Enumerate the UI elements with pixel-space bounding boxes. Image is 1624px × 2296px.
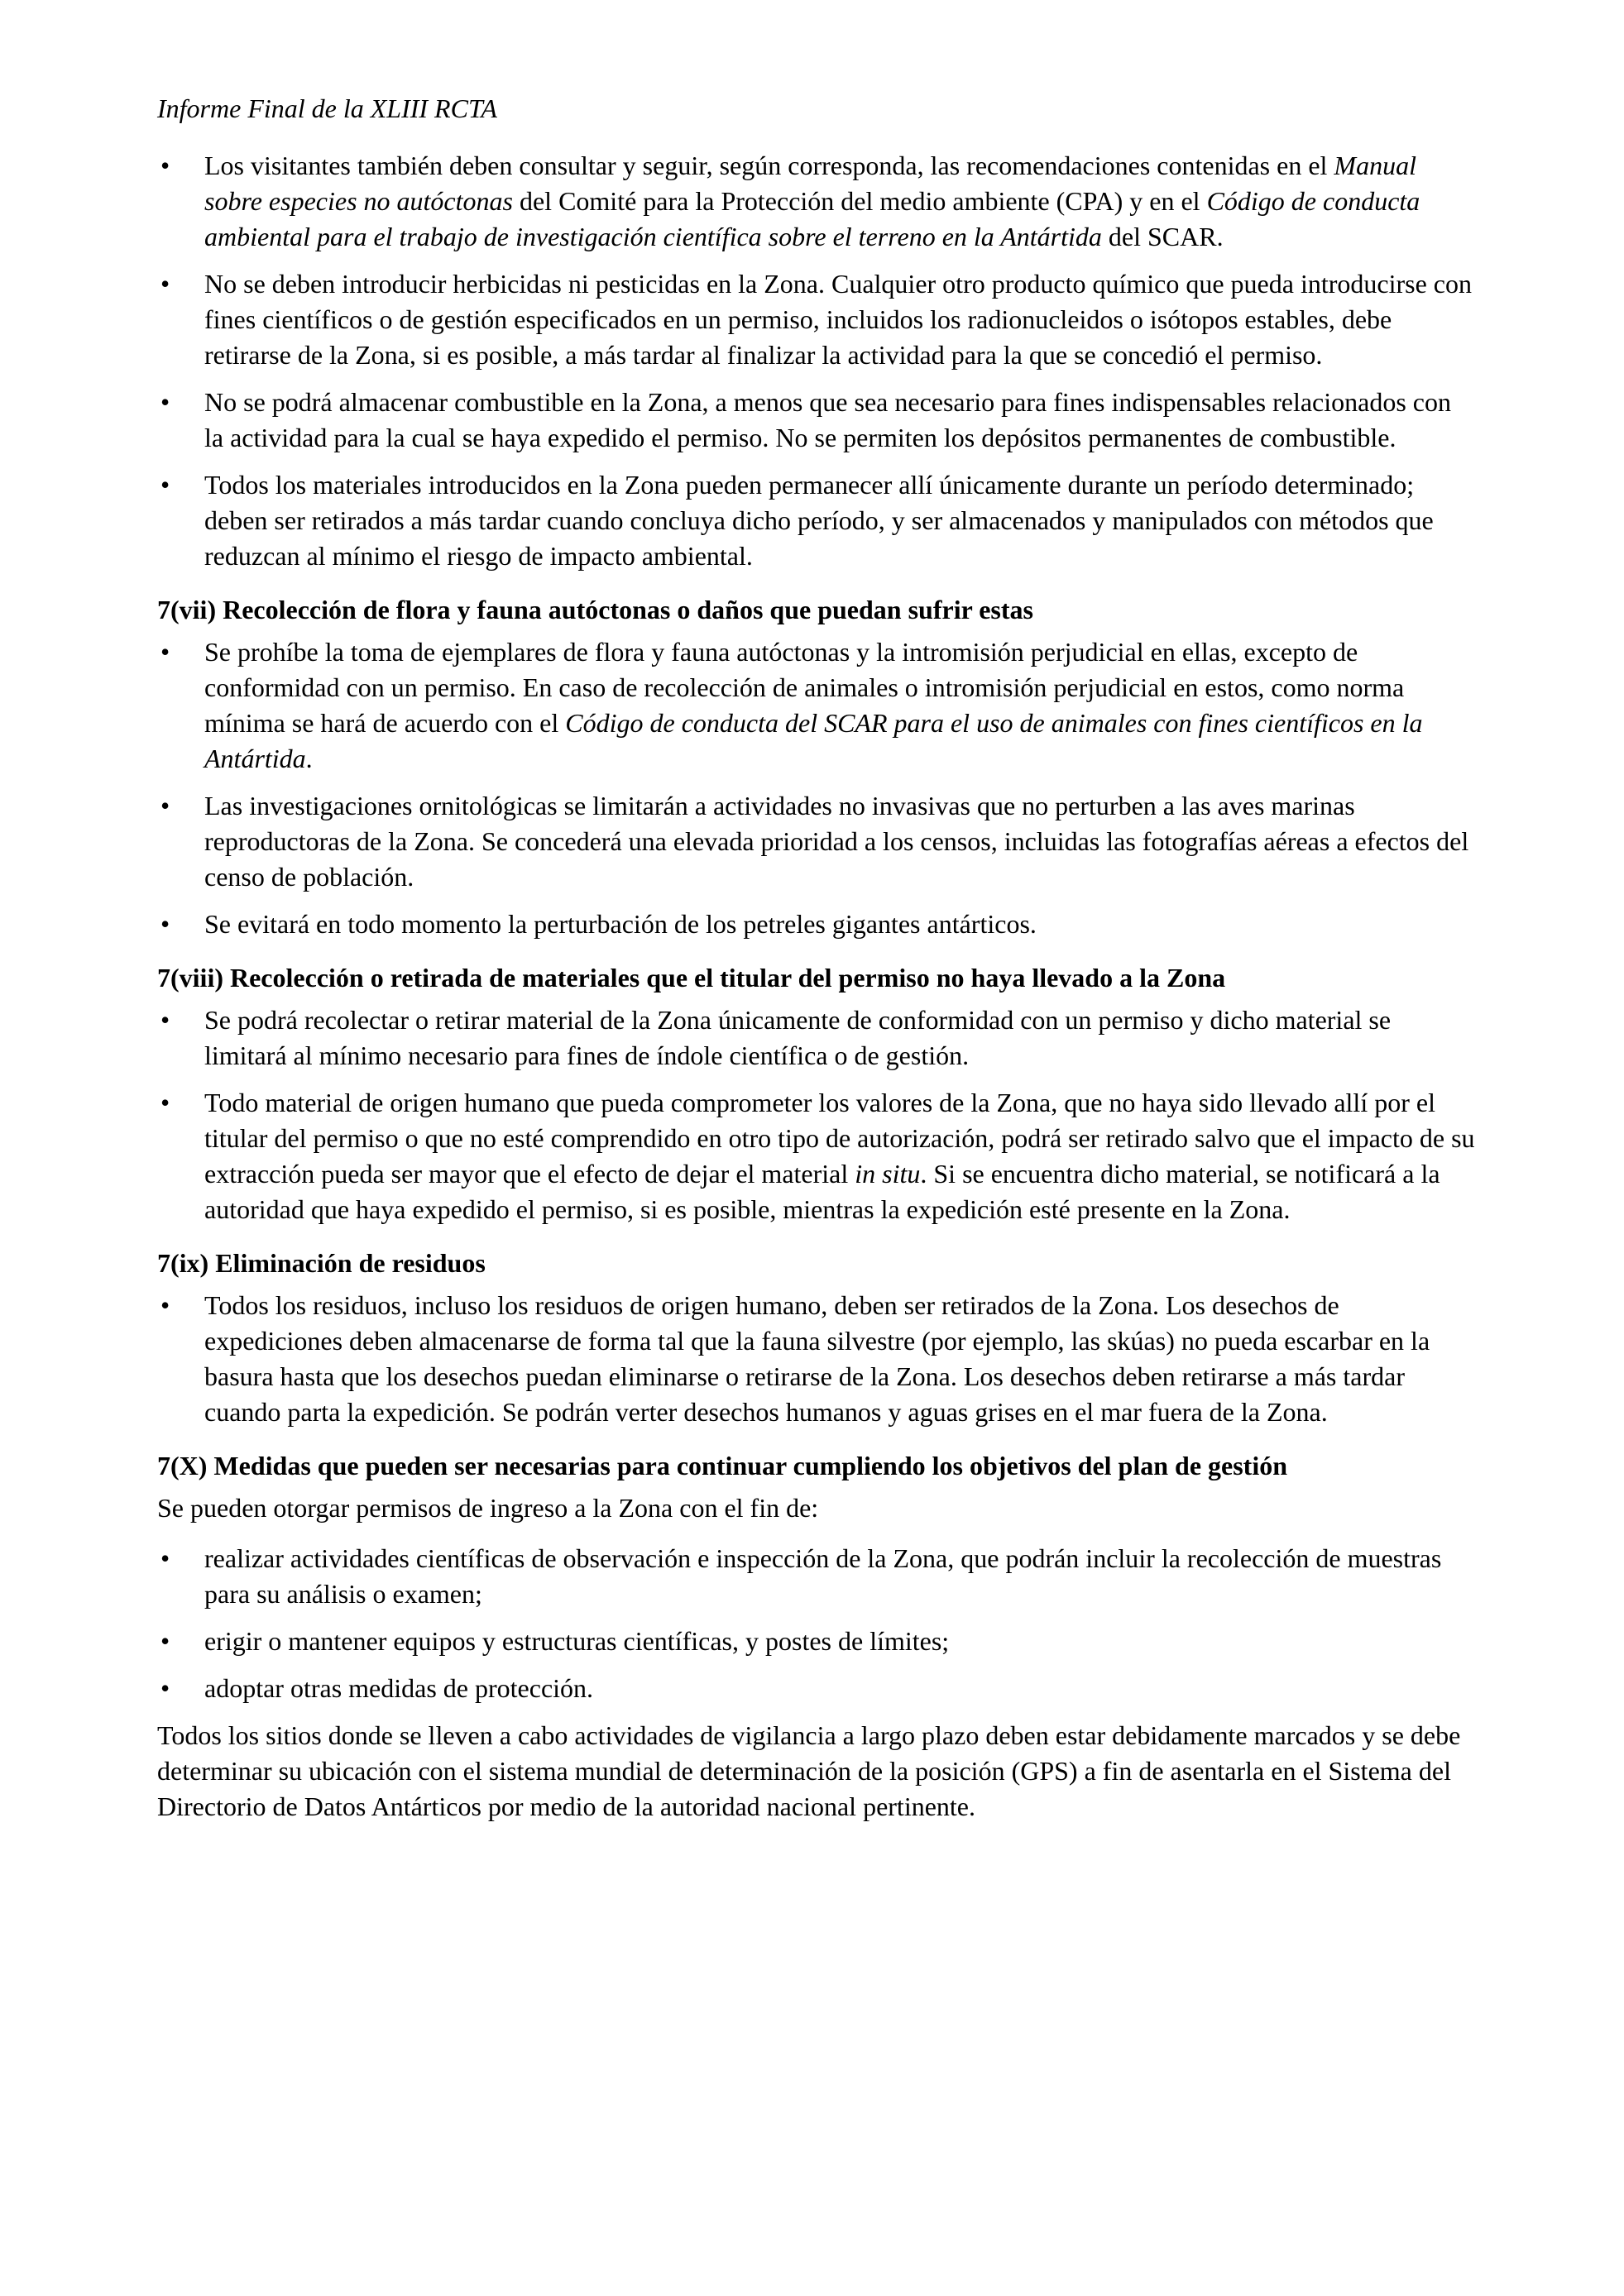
list-item (157, 1624, 1475, 1659)
text-run: No se podrá almacenar combustible en la Zona, a menos que sea necesario para fines indispensables relacionados con la actividad para la cual se haya expedido el permiso. No se permiten los depósitos permanentes de combustible. (204, 387, 1451, 452)
bullet-list (157, 1002, 1475, 1227)
list-item (157, 634, 1475, 777)
text-run: Se prohíbe la toma de ejemplares de flora y fauna autóctonas y la intromisión perjudicial en ellas, excepto de conformidad con un permiso. En caso de recolección de animales o intromisión perjudicial en estos, como norma mínima se hará de acuerdo con el (204, 637, 1405, 738)
text-run: adoptar otras medidas de protección. (204, 1673, 594, 1703)
section-heading-7x: 7(X) Medidas que pueden ser necesarias para continuar cumpliendo los objetivos del plan de gestión (157, 1451, 1288, 1480)
bullet-list (157, 1288, 1475, 1430)
text-run: Todo material de origen humano que pueda comprometer los valores de la Zona, que no haya sido llevado allí por el titular del permiso o que no esté comprendido en otro tipo de autorización, podrá ser retirado salvo que el impacto de su extracción pueda ser mayor que el efecto de dejar el material (204, 1088, 1475, 1189)
list-item (157, 1002, 1475, 1074)
text-run: No se deben introducir herbicidas ni pesticidas en la Zona. Cualquier otro producto químico que pueda introducirse con fines científicos o de gestión especificados en un permiso, incluidos los radionucleidos o isótopos estables, debe retirarse de la Zona, si es posible, a más tardar al finalizar la actividad para la que se concedió el permiso. (204, 269, 1472, 370)
bullet-list (157, 1541, 1475, 1706)
text-run: Los visitantes también deben consultar y seguir, según corresponda, las recomendaciones contenidas en el (204, 151, 1334, 180)
list-item (157, 788, 1475, 895)
text-run: del SCAR. (1101, 222, 1224, 251)
closing-paragraph: Todos los sitios donde se lleven a cabo actividades de vigilancia a largo plazo deben estar debidamente marcados y se debe determinar su ubicación con el sistema mundial de determinación de la posición (GPS) a fin de asentarla en el Sistema del Directorio de Datos Antárticos por medio de la autoridad nacional pertinente. (157, 1720, 1461, 1821)
italic-text: Código de conducta del SCAR para el uso de animales con fines científicos en la Antártida (204, 708, 1423, 773)
list-item (157, 1288, 1475, 1430)
italic-text: Manual sobre especies no autóctonas (204, 151, 1416, 216)
text-run: Se evitará en todo momento la perturbación de los petreles gigantes antárticos. (204, 909, 1037, 939)
list-item (157, 906, 1475, 942)
italic-text: Código de conducta ambiental para el trabajo de investigación científica sobre el terreno en la Antártida (204, 186, 1420, 251)
text-run: Las investigaciones ornitológicas se limitarán a actividades no invasivas que no perturben a las aves marinas reproductoras de la Zona. Se concederá una elevada prioridad a los censos, incluidas las fotografías aéreas a efectos del censo de población. (204, 791, 1469, 892)
text-run: . Si se encuentra dicho material, se notificará a la autoridad que haya expedido el permiso, si es posible, mientras la expedición esté presente en la Zona. (204, 1159, 1440, 1224)
text-run: Se podrá recolectar o retirar material de la Zona únicamente de conformidad con un permiso y dicho material se limitará al mínimo necesario para fines de índole científica o de gestión. (204, 1005, 1392, 1070)
text-run: Todos los materiales introducidos en la Zona pueden permanecer allí únicamente durante un período determinado; deben ser retirados a más tardar cuando concluya dicho período, y ser almacenados y manipulados con métodos que reduzcan al mínimo el riesgo de impacto ambiental. (204, 470, 1434, 571)
text-run: Todos los residuos, incluso los residuos de origen humano, deben ser retirados de la Zona. Los desechos de expediciones deben almacenarse de forma tal que la fauna silvestre (por ejemplo, las skúas) no pueda escarbar en la basura hasta que los desechos puedan eliminarse o retirarse de la Zona. Los desechos deben retirarse a más tardar cuando parta la expedición. Se podrán verter desechos humanos y aguas grises en el mar fuera de la Zona. (204, 1290, 1430, 1427)
list-item (157, 1671, 1475, 1706)
bullet-list (157, 148, 1475, 574)
list-item (157, 1541, 1475, 1612)
list-item (157, 385, 1475, 456)
section-heading-7viii: 7(viii) Recolección o retirada de materiales que el titular del permiso no haya llevado a la Zona (157, 963, 1226, 993)
text-run: del Comité para la Protección del medio ambiente (CPA) y en el (512, 186, 1207, 216)
text-run: realizar actividades científicas de observación e inspección de la Zona, que podrán incluir la recolección de muestras para su análisis o examen; (204, 1543, 1442, 1609)
running-header: Informe Final de la XLIII RCTA (157, 93, 497, 123)
list-item (157, 1085, 1475, 1227)
section-heading-7ix: 7(ix) Eliminación de residuos (157, 1248, 486, 1278)
text-run: . (305, 744, 313, 773)
section-heading-7vii: 7(vii) Recolección de flora y fauna autóctonas o daños que puedan sufrir estas (157, 595, 1033, 624)
italic-text: in situ (855, 1159, 921, 1189)
text-run: erigir o mantener equipos y estructuras científicas, y postes de límites; (204, 1626, 950, 1656)
list-item (157, 148, 1475, 255)
bullet-list (157, 634, 1475, 942)
section-intro-paragraph: Se pueden otorgar permisos de ingreso a la Zona con el fin de: (157, 1493, 819, 1523)
list-item (157, 266, 1475, 373)
list-item (157, 467, 1475, 574)
